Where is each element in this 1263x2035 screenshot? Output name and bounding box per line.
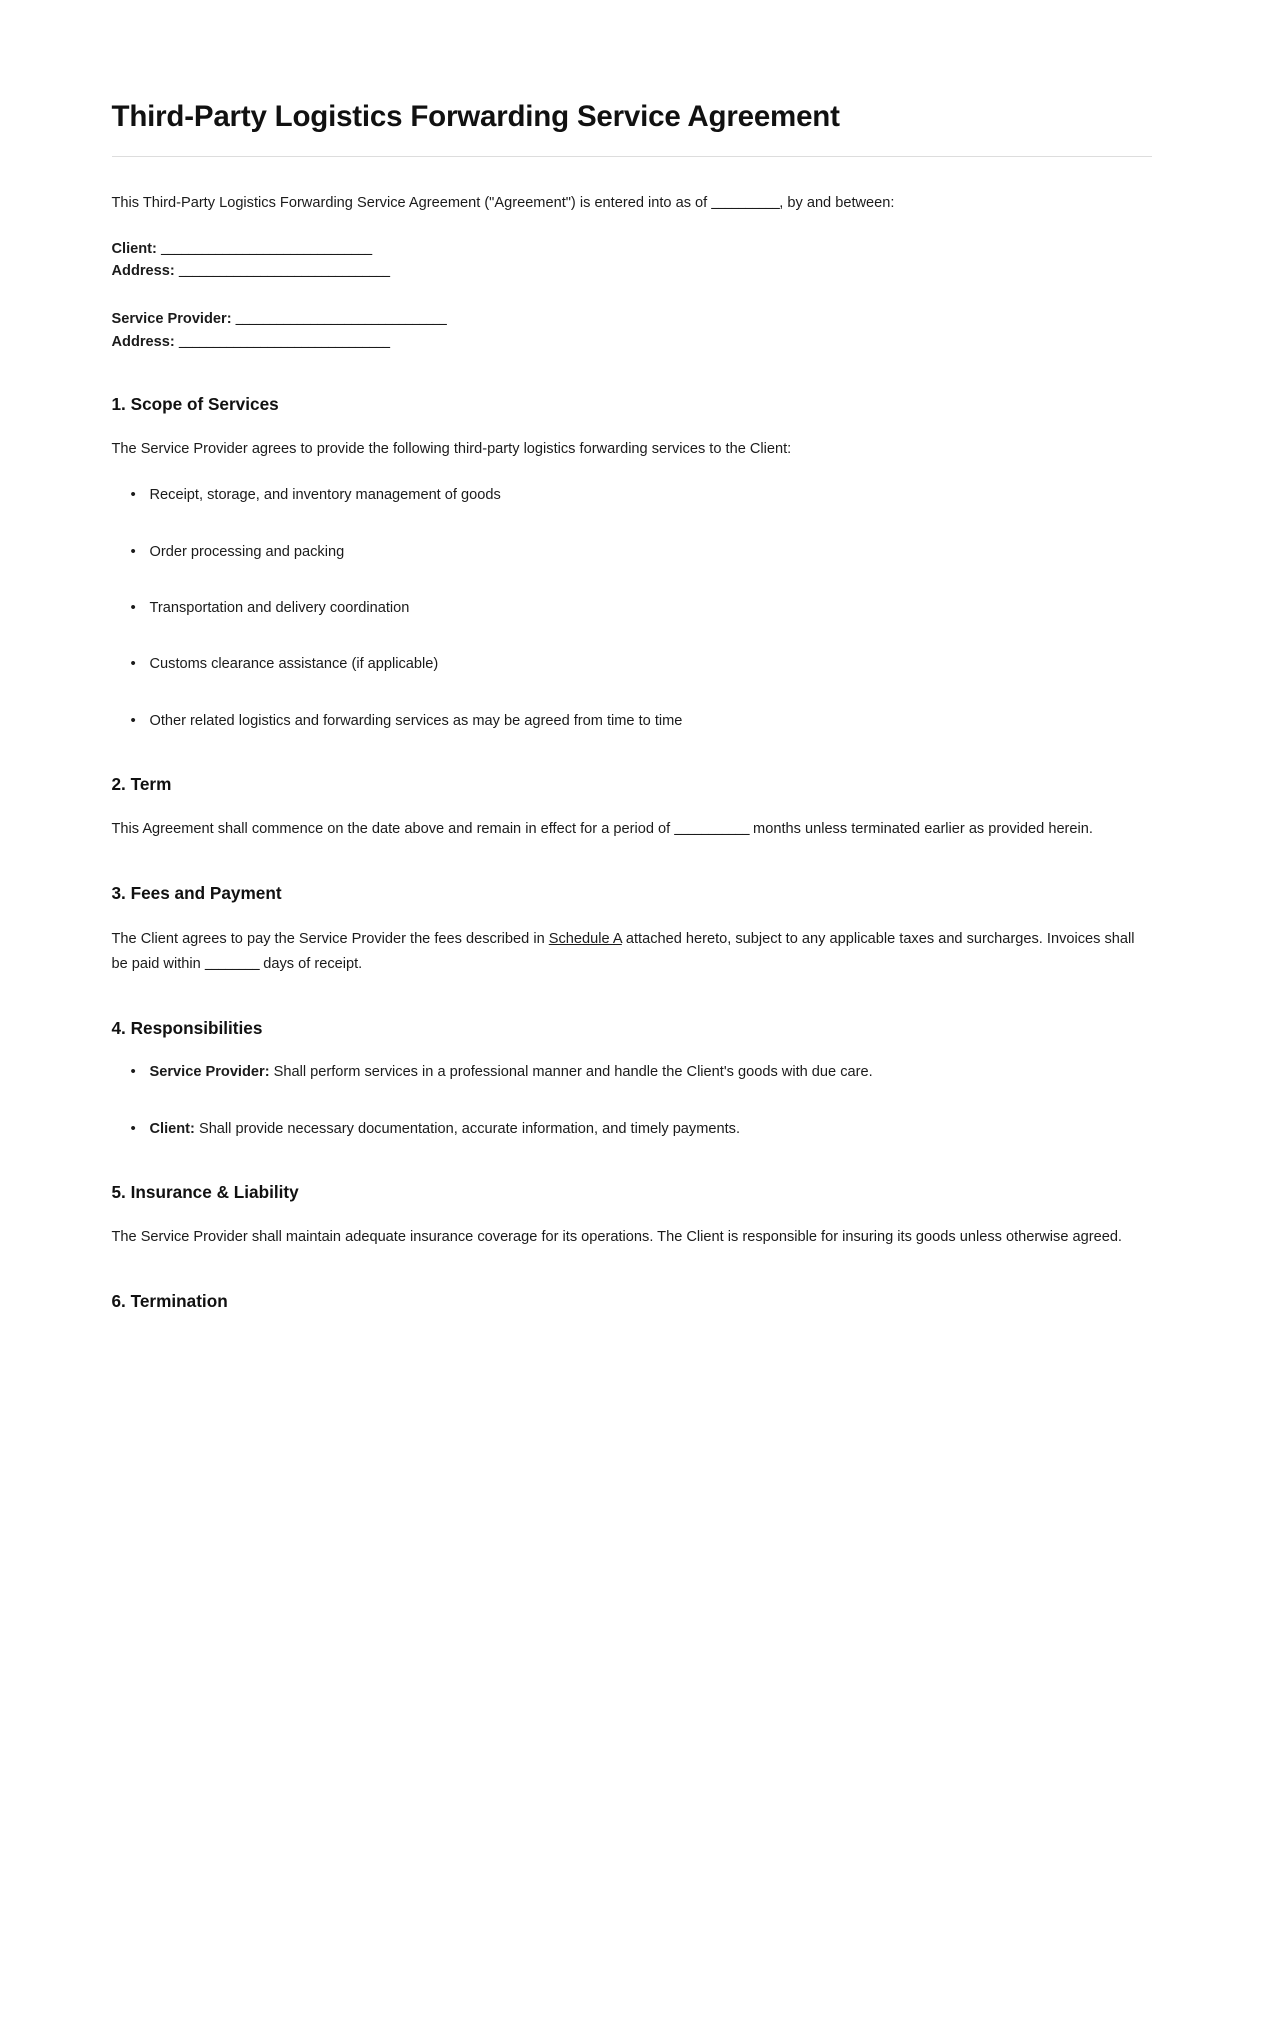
client-address-line <box>112 260 1152 282</box>
insurance-paragraph: The Service Provider shall maintain adequate insurance coverage for its operations. The Client is responsible for insuring its goods unless otherwise agreed. <box>111 1229 1122 1246</box>
client-label: Client: <box>111 241 157 258</box>
list-item: • Order processing and packing <box>150 541 1152 564</box>
section-heading-responsibilities: 4. Responsibilities <box>111 1017 263 1038</box>
intro-paragraph <box>112 191 1152 216</box>
provider-address-blank[interactable]: _______________________________ <box>178 333 390 350</box>
list-item: • Customs clearance assistance (if applicable) <box>150 653 1152 676</box>
page-title: Third-Party Logistics Forwarding Service Agreement <box>111 100 840 133</box>
provider-party-block <box>112 308 1152 352</box>
fees-days-blank[interactable]: ________ <box>204 955 260 972</box>
responsibility-text: Shall perform services in a professional manner and handle the Client's goods with due care. <box>269 1064 873 1081</box>
scope-intro-paragraph: The Service Provider agrees to provide the following third-party logistics forwarding services to the Client: <box>111 441 792 458</box>
client-name-line <box>112 238 1152 260</box>
section-heading-scope: 1. Scope of Services <box>111 393 279 414</box>
list-item: • Receipt, storage, and inventory management of goods <box>150 484 1152 507</box>
list-item <box>150 1118 1152 1141</box>
term-months-blank[interactable]: ___________ <box>674 821 749 838</box>
provider-address-label: Address: <box>111 333 175 350</box>
client-party-block <box>112 238 1152 282</box>
client-address-label: Address: <box>111 263 175 280</box>
provider-address-line <box>112 331 1152 353</box>
responsibility-lead-in: Client: <box>149 1120 195 1137</box>
section-heading-termination: 6. Termination <box>111 1291 228 1312</box>
title-divider <box>112 156 1152 157</box>
list-item: • Transportation and delivery coordination <box>150 597 1152 620</box>
client-name-blank[interactable]: _______________________________ <box>160 241 372 258</box>
term-paragraph <box>112 817 1152 842</box>
intro-text-after: , by and between: <box>779 194 895 211</box>
provider-label: Service Provider: <box>111 311 232 328</box>
list-item: • Other related logistics and forwarding services as may be agreed from time to time <box>150 710 1152 733</box>
scope-services-list <box>112 484 1152 733</box>
term-text-part2: months unless terminated earlier as provided herein. <box>749 821 1093 838</box>
client-address-blank[interactable]: _______________________________ <box>178 263 390 280</box>
fees-text-part1: The Client agrees to pay the Service Provider the fees described in <box>111 930 549 947</box>
term-text-part1: This Agreement shall commence on the date above and remain in effect for a period of <box>111 821 675 838</box>
section-heading-fees: 3. Fees and Payment <box>111 883 282 904</box>
fees-text-part3: days of receipt. <box>259 955 363 972</box>
responsibility-text: Shall provide necessary documentation, accurate information, and timely payments. <box>194 1120 741 1137</box>
page-bottom-space <box>112 1335 1152 1975</box>
document-body <box>112 100 1152 1975</box>
schedule-a-reference[interactable]: Schedule A <box>548 930 622 947</box>
intro-date-blank[interactable]: __________ <box>711 194 780 211</box>
intro-text-before: This Third-Party Logistics Forwarding Service Agreement ("Agreement") is entered into as of <box>111 194 712 211</box>
section-heading-insurance: 5. Insurance & Liability <box>111 1181 299 1202</box>
provider-name-line <box>112 308 1152 330</box>
fees-text-part2: attached hereto, subject to any applicable taxes and surcharges. Invoices shall be paid within <box>111 930 1135 972</box>
fees-paragraph <box>112 927 1152 977</box>
responsibility-lead-in: Service Provider: <box>149 1064 270 1081</box>
provider-name-blank[interactable]: _______________________________ <box>235 311 447 328</box>
list-item <box>150 1061 1152 1084</box>
responsibilities-list <box>112 1061 1152 1141</box>
section-heading-term: 2. Term <box>111 773 172 794</box>
